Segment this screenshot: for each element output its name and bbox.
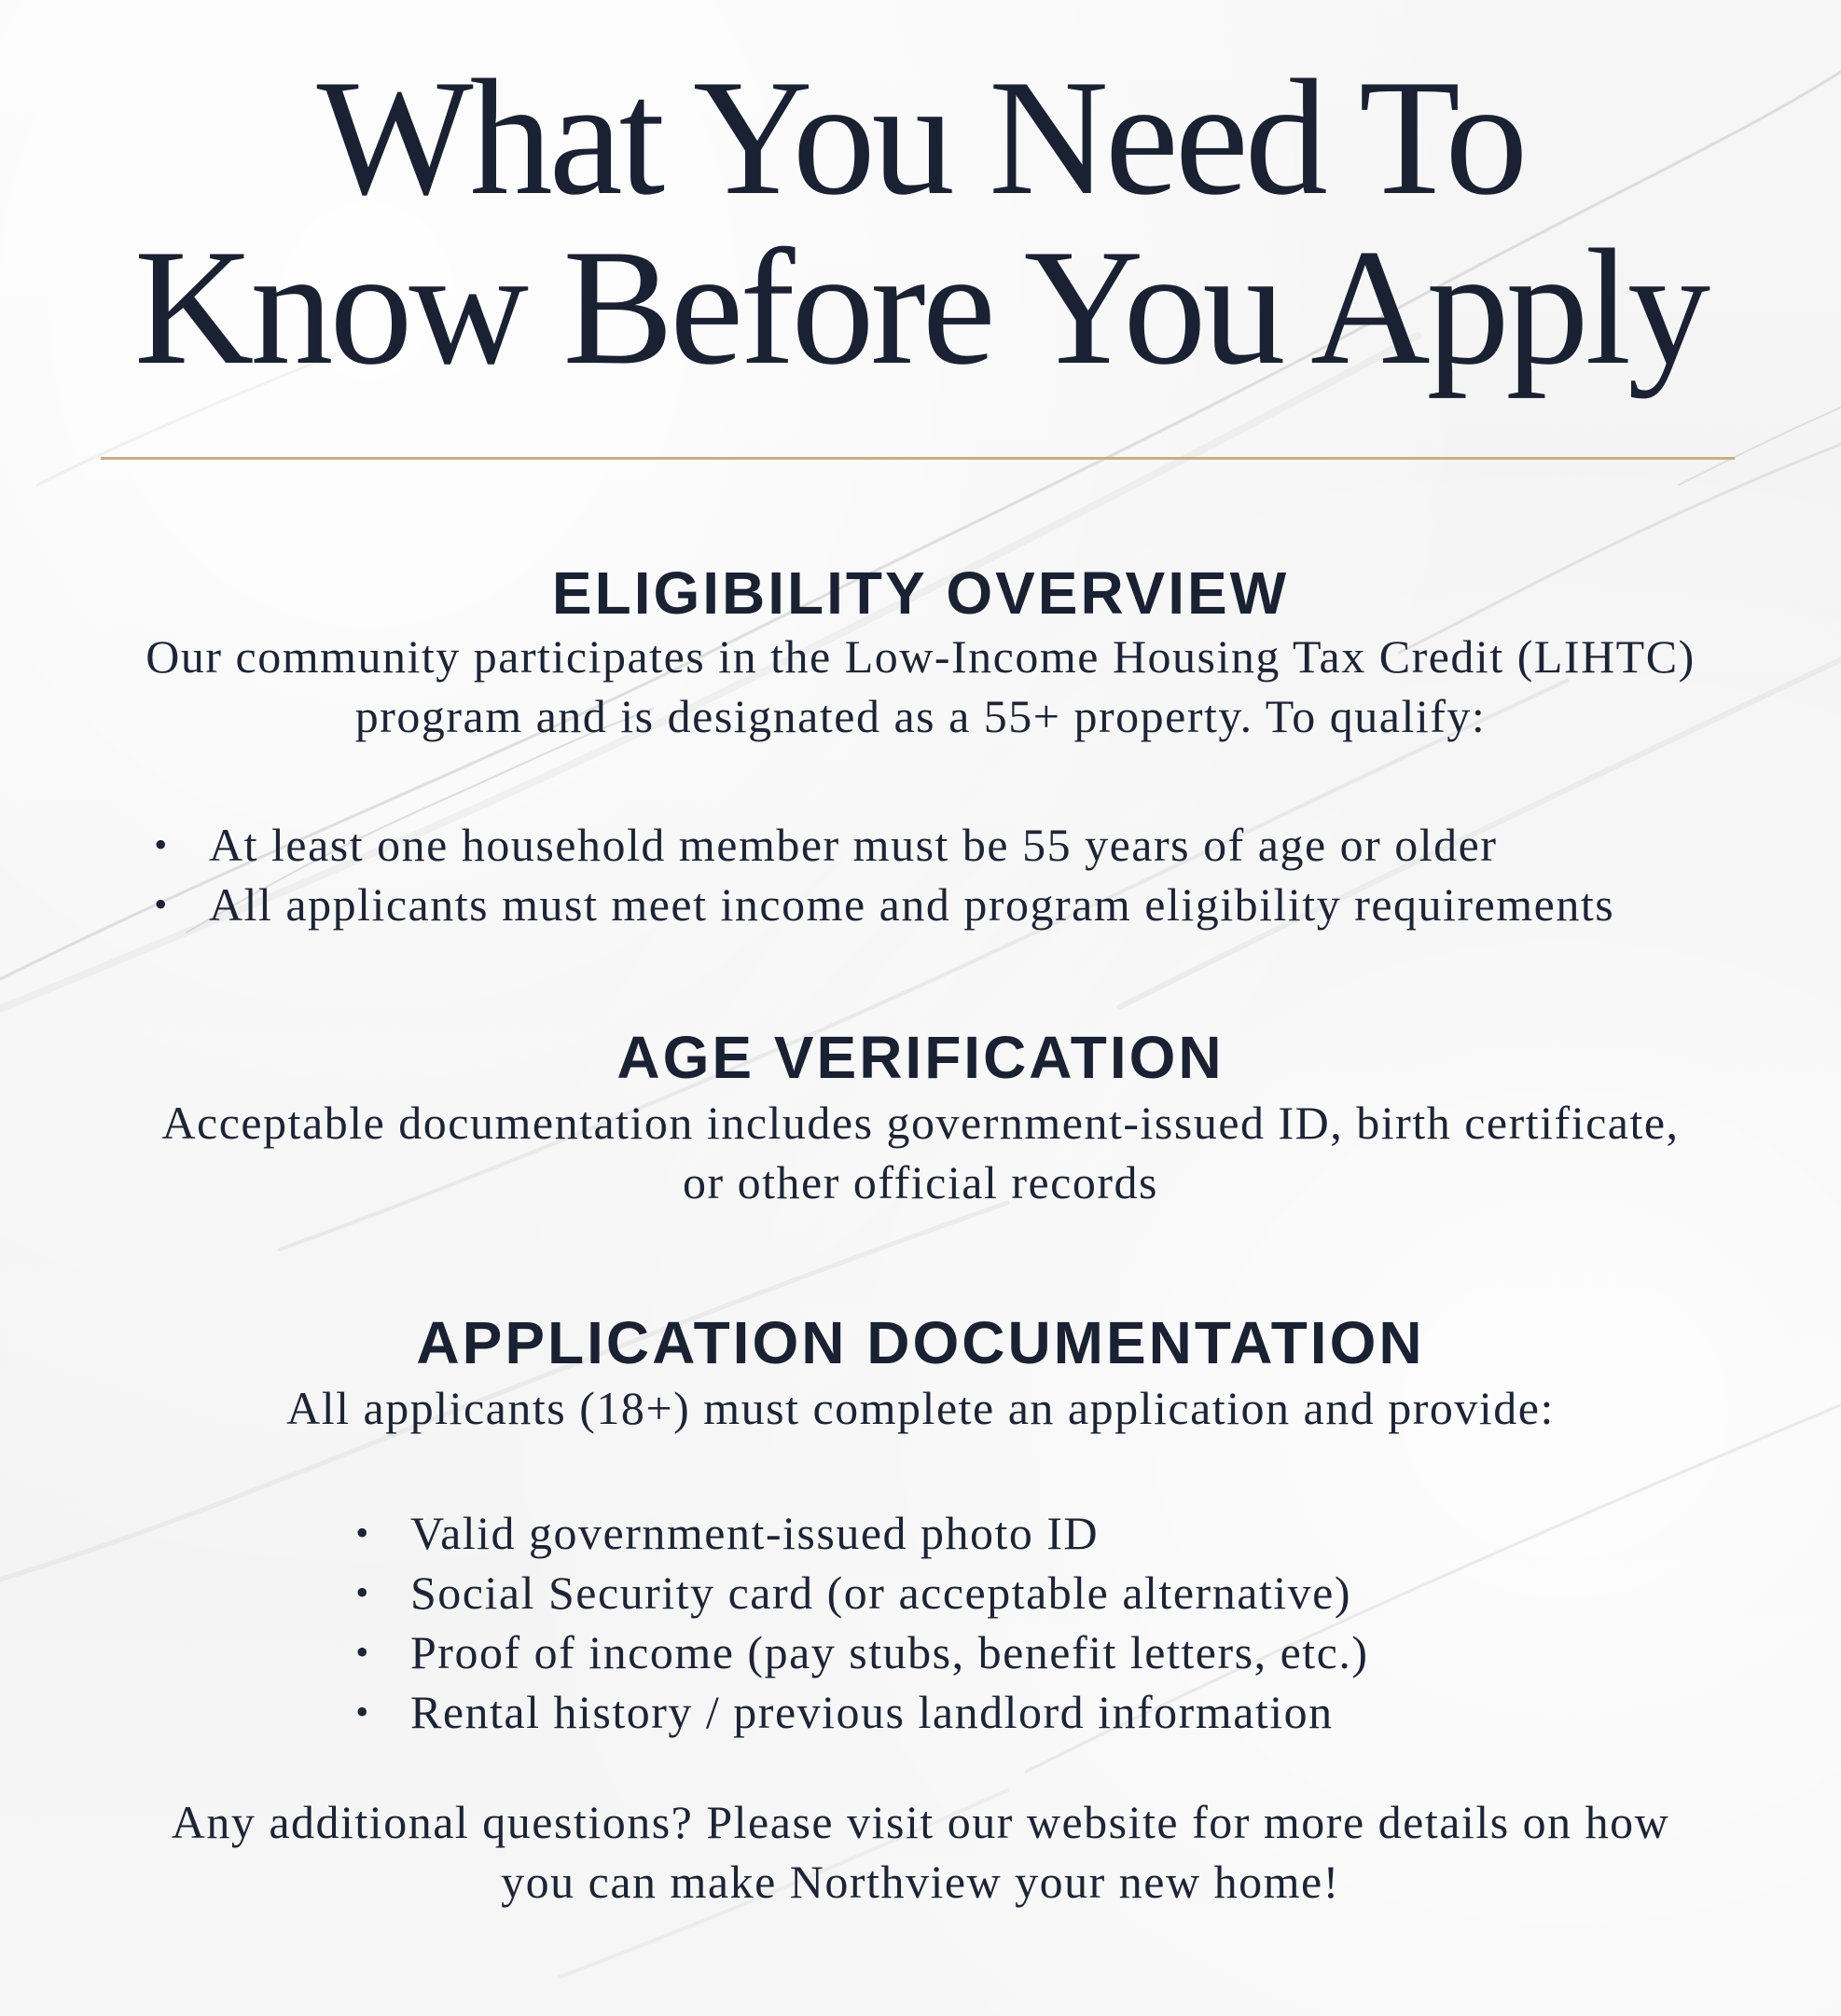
eligibility-text-line-1: Our community participates in the Low-Income Housing Tax Credit (LIHTC) bbox=[145, 630, 1696, 683]
list-item bbox=[147, 875, 1614, 934]
bullet-icon: • bbox=[154, 823, 169, 865]
eligibility-heading: ELIGIBILITY OVERVIEW bbox=[551, 559, 1290, 627]
closing-text-line-1: Any additional questions? Please visit our website for more details on how bbox=[171, 1796, 1670, 1848]
age-verification-text-line-2: or other official records bbox=[683, 1156, 1158, 1208]
application-documentation-text-line-1: All applicants (18+) must complete an application and provide: bbox=[286, 1382, 1555, 1434]
age-verification-heading: AGE VERIFICATION bbox=[616, 1024, 1225, 1091]
list-item-text: Proof of income (pay stubs, benefit letters, etc.) bbox=[410, 1626, 1369, 1678]
list-item-text: Social Security card (or acceptable alternative) bbox=[410, 1567, 1352, 1619]
application-documentation-heading: APPLICATION DOCUMENTATION bbox=[416, 1309, 1425, 1376]
closing-text-line-2: you can make Northview your new home! bbox=[501, 1856, 1340, 1908]
list-item-text: Rental history / previous landlord information bbox=[410, 1686, 1334, 1738]
list-item-text: At least one household member must be 55 years of age or older bbox=[209, 819, 1498, 871]
page-title-line-2: Know Before You Apply bbox=[133, 214, 1708, 399]
bullet-icon: • bbox=[154, 883, 169, 925]
list-item bbox=[349, 1622, 1369, 1682]
bullet-icon: • bbox=[355, 1691, 370, 1733]
list-item-text: Valid government-issued photo ID bbox=[410, 1507, 1100, 1559]
application-documentation-bullet-list bbox=[349, 1503, 1369, 1742]
age-verification-text bbox=[0, 1093, 1841, 1212]
bullet-icon: • bbox=[355, 1512, 370, 1553]
eligibility-text bbox=[0, 627, 1841, 746]
bullet-icon: • bbox=[355, 1571, 370, 1613]
list-item bbox=[349, 1682, 1369, 1742]
application-documentation-text bbox=[0, 1378, 1841, 1438]
page-title-line-1: What You Need To bbox=[316, 45, 1525, 229]
age-verification-text-line-1: Acceptable documentation includes government-issued ID, birth certificate, bbox=[161, 1097, 1680, 1149]
list-item bbox=[349, 1563, 1369, 1622]
list-item-text: All applicants must meet income and program eligibility requirements bbox=[209, 878, 1615, 931]
closing-text bbox=[0, 1792, 1841, 1912]
bullet-icon: • bbox=[355, 1631, 370, 1673]
eligibility-text-line-2: program and is designated as a 55+ property. To qualify: bbox=[354, 690, 1487, 742]
eligibility-bullet-list bbox=[147, 815, 1614, 934]
list-item bbox=[349, 1503, 1369, 1563]
gold-divider bbox=[101, 457, 1735, 460]
list-item bbox=[147, 815, 1614, 875]
